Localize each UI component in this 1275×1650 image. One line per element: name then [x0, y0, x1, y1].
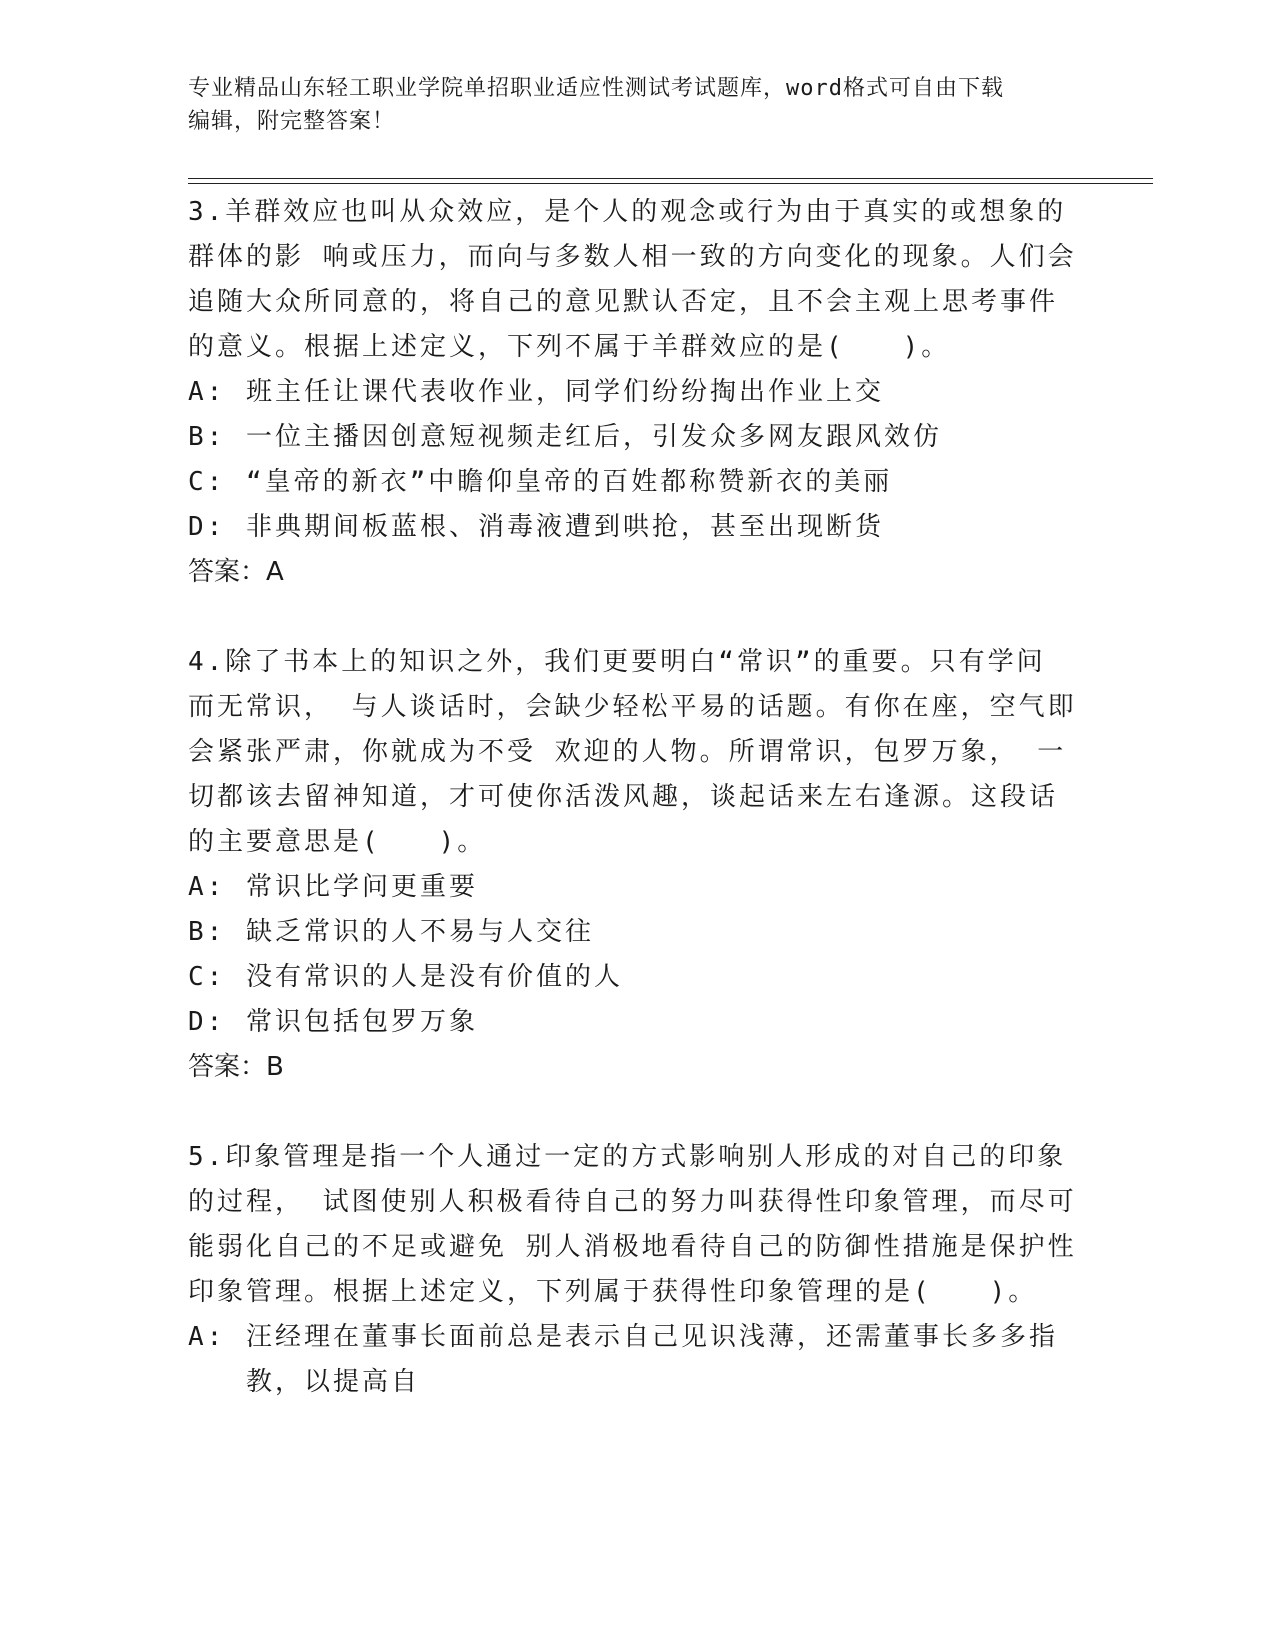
option-letter: D:: [188, 512, 226, 542]
header-divider: [188, 183, 1153, 184]
option-text: 常识比学问更重要: [246, 872, 479, 902]
option-b: [188, 910, 1088, 955]
page-header: [188, 72, 1088, 138]
question-stem-line: 的主要意思是( )。: [188, 827, 487, 857]
question-stem-line: 追随大众所同意的，将自己的意见默认否定，且不会主观上思考事件: [188, 287, 1059, 317]
question-stem-line: 能弱化自己的不足或避免 别人消极地看待自己的防御性措施是保护性: [188, 1232, 1077, 1262]
header-line: 编辑，附完整答案！: [188, 109, 396, 134]
spacer: [188, 1090, 1088, 1135]
option-text: 一位主播因创意短视频走红后，引发众多网友跟风效仿: [246, 422, 943, 452]
option-letter: A:: [188, 1322, 226, 1352]
option-c: [188, 460, 1088, 505]
header-line: 专业精品山东轻工职业学院单招职业适应性测试考试题库，word格式可自由下载: [188, 76, 1004, 101]
question-list: [188, 190, 1088, 1405]
header-divider: [188, 178, 1153, 179]
option-text: 班主任让课代表收作业，同学们纷纷掏出作业上交: [246, 377, 885, 407]
option-letter: D:: [188, 1007, 226, 1037]
option-d: [188, 505, 1088, 550]
question-stem-line: 群体的影 响或压力，而向与多数人相一致的方向变化的现象。人们会: [188, 242, 1077, 272]
question-5: [188, 1135, 1088, 1405]
option-text: “皇帝的新衣”中瞻仰皇帝的百姓都称赞新衣的美丽: [246, 467, 893, 497]
question-stem-line: 5.印象管理是指一个人通过一定的方式影响别人形成的对自己的印象: [188, 1142, 1067, 1172]
option-text: 常识包括包罗万象: [246, 1007, 479, 1037]
option-text: 缺乏常识的人不易与人交往: [246, 917, 595, 947]
option-a: [188, 370, 1088, 415]
question-stem-line: 印象管理。根据上述定义，下列属于获得性印象管理的是( )。: [188, 1277, 1038, 1307]
option-a: [188, 1315, 1088, 1405]
option-letter: B:: [188, 917, 226, 947]
question-stem-line: 的过程， 试图使别人积极看待自己的努力叫获得性印象管理，而尽可: [188, 1187, 1077, 1217]
question-3: [188, 190, 1088, 595]
option-text: 没有常识的人是没有价值的人: [246, 962, 624, 992]
option-b: [188, 415, 1088, 460]
option-letter: A:: [188, 377, 226, 407]
option-letter: B:: [188, 422, 226, 452]
question-stem-line: 切都该去留神知道，才可使你活泼风趣，谈起话来左右逢源。这段话: [188, 782, 1059, 812]
question-stem-line: 会紧张严肃，你就成为不受 欢迎的人物。所谓常识，包罗万象， 一: [188, 737, 1067, 767]
answer-line: 答案：B: [188, 1052, 284, 1082]
option-text: 非典期间板蓝根、消毒液遭到哄抢，甚至出现断货: [246, 512, 885, 542]
answer-line: 答案：A: [188, 557, 284, 587]
option-letter: C:: [188, 467, 226, 497]
question-4: [188, 640, 1088, 1090]
question-stem-line: 而无常识， 与人谈话时，会缺少轻松平易的话题。有你在座，空气即: [188, 692, 1077, 722]
option-letter: C:: [188, 962, 226, 992]
spacer: [188, 595, 1088, 640]
option-letter: A:: [188, 872, 226, 902]
option-a: [188, 865, 1088, 910]
option-d: [188, 1000, 1088, 1045]
option-text: 汪经理在董事长面前总是表示自己见识浅薄，还需董事长多多指教，以提高自: [246, 1322, 1059, 1397]
question-stem-line: 的意义。根据上述定义，下列不属于羊群效应的是( )。: [188, 332, 951, 362]
question-stem-line: 3.羊群效应也叫从众效应，是个人的观念或行为由于真实的或想象的: [188, 197, 1067, 227]
question-stem-line: 4.除了书本上的知识之外，我们更要明白“常识”的重要。只有学问: [188, 647, 1046, 677]
option-c: [188, 955, 1088, 1000]
